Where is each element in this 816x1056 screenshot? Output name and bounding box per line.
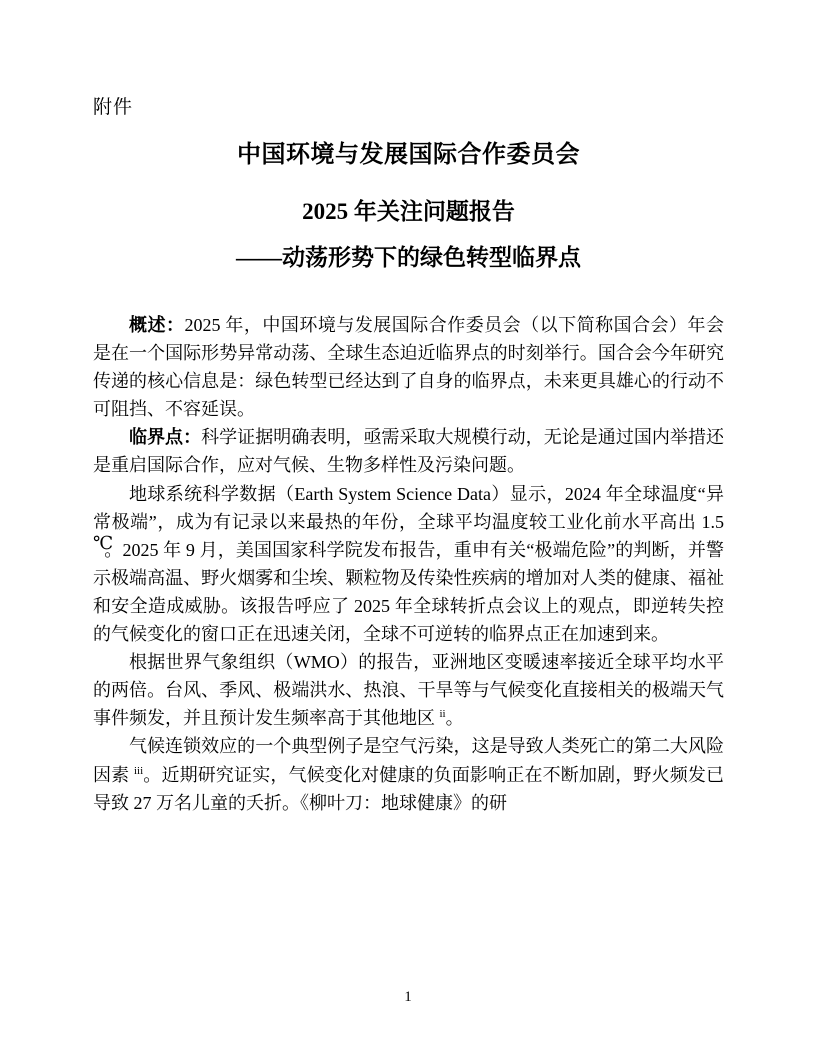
paragraph-earth-data (93, 480, 724, 649)
doc-title-subtitle: ——动荡形势下的绿色转型临界点 (236, 245, 581, 270)
body-text (93, 311, 724, 817)
air-pollution-text-after-ref: 。近期研究证实，气候变化对健康的负面影响正在不断加剧，野火频发已导致 27 万名儿童的夭折。《柳叶刀：地球健康》的研 (93, 764, 725, 813)
overview-text: 2025 年，中国环境与发展国际合作委员会（以下简称国合会）年会是在一个国际形势异常动荡、全球生态迫近临界点的时刻举行。国合会今年研究传递的核心信息是：绿色转型已经达到了自身的临界点，未来更具雄心的行动不可阻挡、不容延误。 (93, 315, 725, 420)
page-number: 1 (404, 989, 412, 1005)
title-block (93, 140, 724, 273)
earth-data-text-before-unit: 地球系统科学数据（Earth System Science Data）显示，2024 年全球温度“异常极端”，成为有记录以来最热的年份，全球平均温度较工业化前水平高出 1.5 (93, 483, 724, 532)
tipping-point-text: 科学证据明确表明，亟需采取大规模行动，无论是通过国内举措还是重启国际合作，应对气候、生物多样性及污染问题。 (93, 427, 724, 476)
doc-title-report: 2025 年关注问题报告 (302, 199, 515, 224)
paragraph-wmo (93, 648, 724, 732)
air-pollution-text-before-ref: 气候连锁效应的一个典型例子是空气污染，这是导致人类死亡的第二大风险因素 (93, 736, 724, 785)
celsius-unit: ℃ (93, 532, 114, 553)
overview-lead-label: 概述： (129, 315, 185, 335)
footnote-ref-iii: iii (133, 764, 144, 777)
earth-data-text-after-unit: 。2025 年 9 月，美国国家科学院发布报告，重申有关“极端危险”的判断，并警示极端高温、野火烟雾和尘埃、颗粒物及传染性疾病的增加对人类的健康、福祉和安全造成威胁。该报告呼应了 2025 年全球转折点会议上的观点，即逆转失控的气候变化的窗口正在迅速关闭，全球不可逆转的临界点正在加速到来。 (93, 539, 724, 645)
paragraph-air-pollution (93, 732, 724, 816)
attachment-label: 附件 (93, 97, 134, 118)
wmo-text-after-ref: 。 (445, 708, 464, 729)
doc-title-committee: 中国环境与发展国际合作委员会 (237, 142, 580, 168)
footnote-ref-ii: ii (439, 708, 446, 721)
wmo-text-before-ref: 根据世界气象组织（WMO）的报告，亚洲地区变暖速率接近全球平均水平的两倍。台风、季风、极端洪水、热浪、干旱等与气候变化直接相关的极端天气事件频发，并且预计发生频率高于其他地区 (93, 652, 724, 729)
paragraph-overview (93, 311, 724, 423)
tipping-point-lead-label: 临界点： (129, 427, 202, 448)
paragraph-tipping-point (93, 423, 724, 479)
